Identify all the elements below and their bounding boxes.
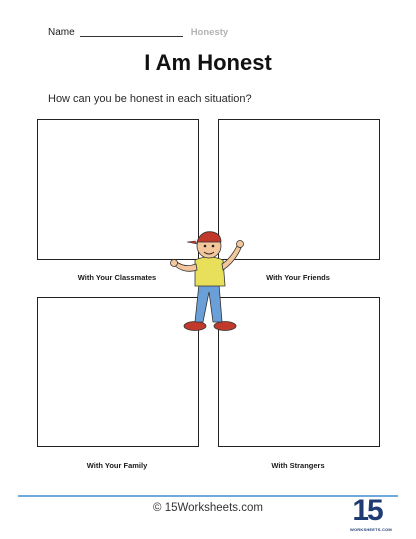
topic-label: Honesty [190,27,229,38]
caption-strangers: With Strangers [271,461,325,470]
logo-text: WORKSHEETS.COM [350,527,392,532]
name-line [48,26,228,38]
name-label: Name [48,27,75,38]
name-field[interactable] [80,26,183,37]
caption-family: With Your Family [86,461,148,470]
page-title: I Am Honest [144,50,272,75]
caption-classmates: With Your Classmates [77,273,157,282]
footer-copyright: © 15Worksheets.com [153,502,263,514]
caption-friends: With Your Friends [266,273,330,282]
cartoon-boy-icon [165,222,251,334]
prompt-text: How can you be honest in each situation? [48,93,252,105]
logo-number: 15 [352,494,382,527]
footer-rule [18,495,398,497]
worksheets-logo [350,494,392,532]
